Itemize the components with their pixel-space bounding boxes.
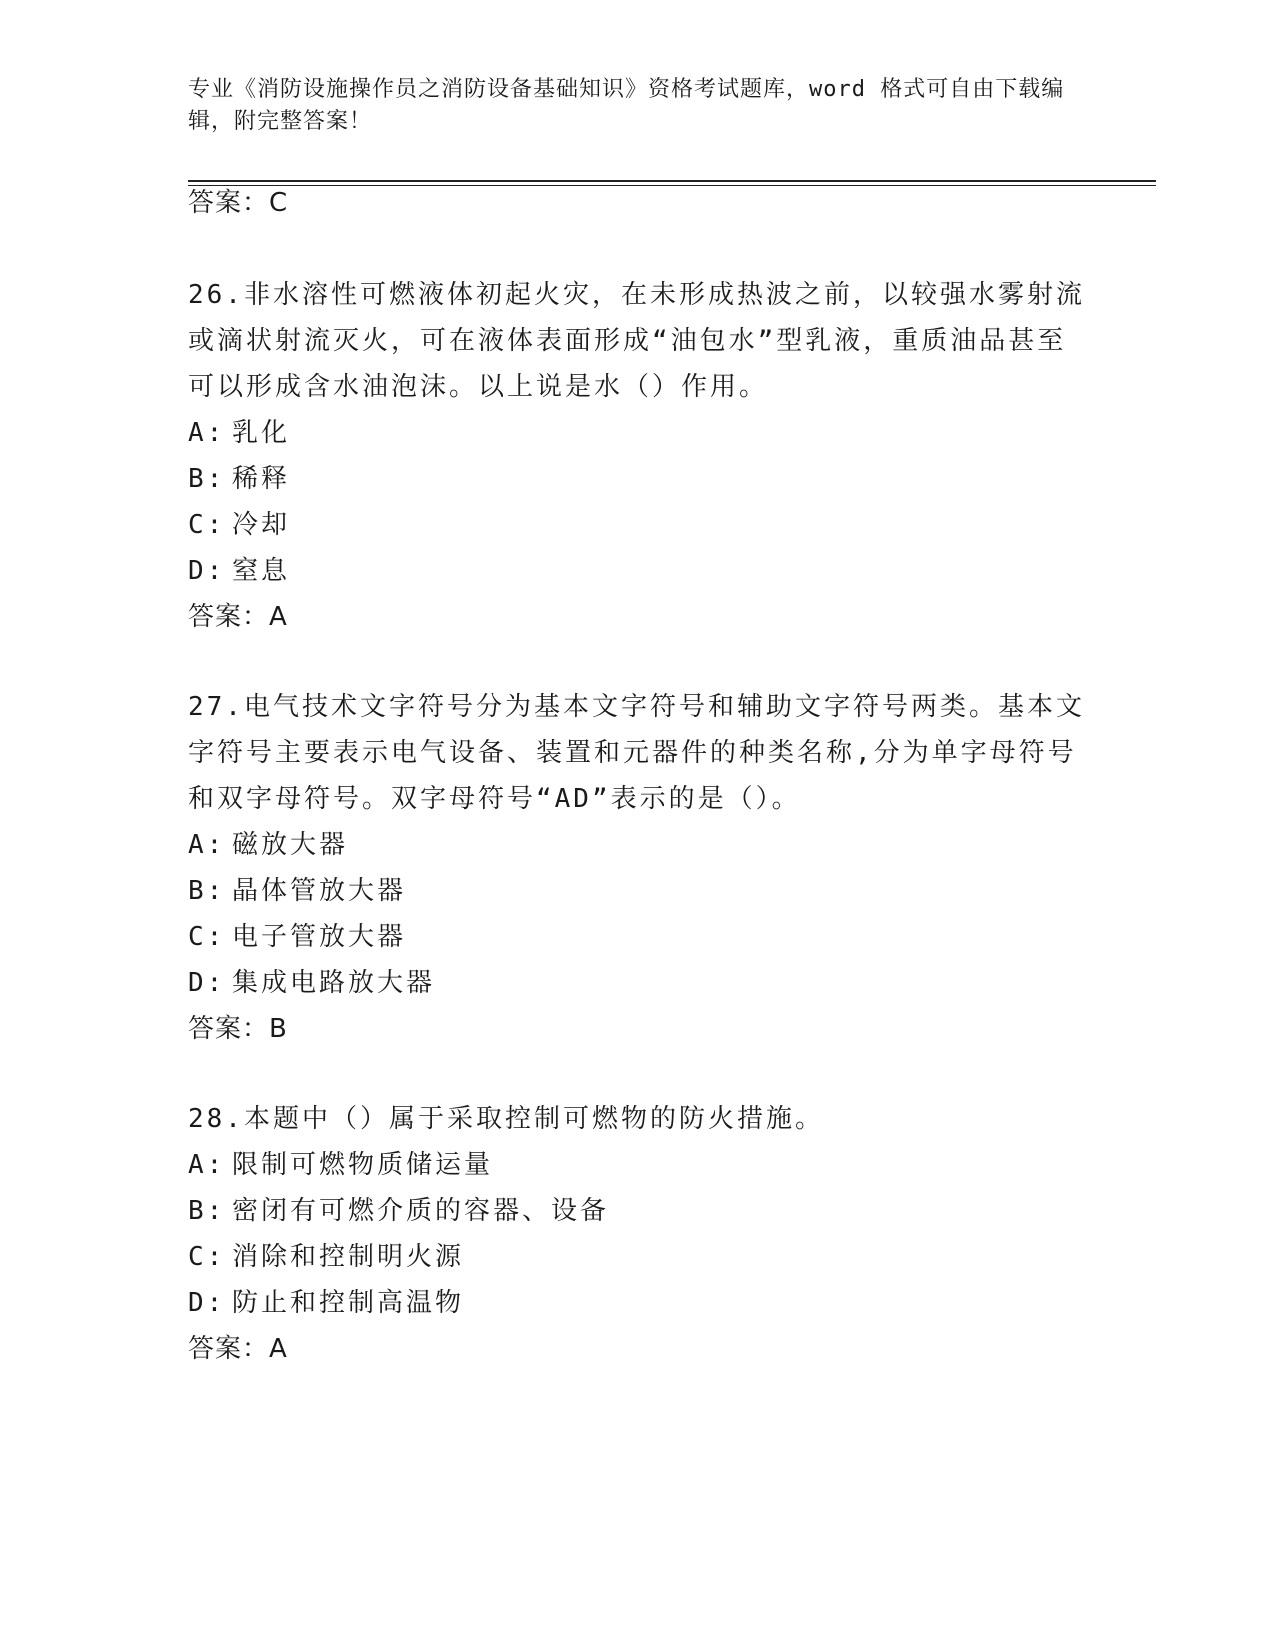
option-c [188,502,1088,548]
document-header: 专业《消防设施操作员之消防设备基础知识》资格考试题库，word 格式可自由下载编辑，附完整答案！ [188,77,1065,134]
option-text: 限制可燃物质储运量 [232,1150,494,1180]
option-text: 乳化 [232,418,291,448]
question-26 [188,272,1088,640]
option-text: 晶体管放大器 [232,876,407,906]
option-text: 冷却 [232,510,291,540]
option-key: C: [188,922,226,952]
option-key: A: [188,1150,226,1180]
option-key: D: [188,556,226,586]
option-text: 消除和控制明火源 [232,1242,465,1272]
option-d [188,548,1088,594]
option-key: B: [188,1196,226,1226]
option-c [188,1234,1088,1280]
question-stem: 27.电气技术文字符号分为基本文字符号和辅助文字符号两类。基本文字符号主要表示电气设备、装置和元器件的种类名称,分为单字母符号和双字母符号。双字母符号“AD”表示的是（）。 [188,692,1085,814]
option-text: 窒息 [232,556,291,586]
option-d [188,960,1088,1006]
option-a [188,1142,1088,1188]
option-c [188,914,1088,960]
previous-answer: 答案：C [188,188,289,218]
option-text: 集成电路放大器 [232,968,436,998]
answer-line: 答案：A [188,602,288,632]
option-key: B: [188,876,226,906]
option-a [188,410,1088,456]
option-a [188,822,1088,868]
option-key: C: [188,510,226,540]
option-key: B: [188,464,226,494]
header-divider-thick [188,180,1156,182]
question-stem: 28.本题中（）属于采取控制可燃物的防火措施。 [188,1104,824,1134]
option-text: 电子管放大器 [232,922,407,952]
question-stem: 26.非水溶性可燃液体初起火灾，在未形成热波之前，以较强水雾射流或滴状射流灭火，可在液体表面形成“油包水”型乳液，重质油品甚至可以形成含水油泡沫。以上说是水（）作用。 [188,280,1085,402]
header-divider-thin [188,185,1156,186]
option-key: D: [188,1288,226,1318]
option-b [188,1188,1088,1234]
option-text: 密闭有可燃介质的容器、设备 [232,1196,610,1226]
option-key: C: [188,1242,226,1272]
option-key: A: [188,418,226,448]
option-text: 稀释 [232,464,291,494]
option-text: 磁放大器 [232,830,349,860]
option-b [188,456,1088,502]
option-d [188,1280,1088,1326]
question-28 [188,1096,1088,1372]
option-key: A: [188,830,226,860]
option-text: 防止和控制高温物 [232,1288,465,1318]
option-b [188,868,1088,914]
question-27 [188,684,1088,1052]
option-key: D: [188,968,226,998]
answer-line: 答案：A [188,1334,288,1364]
answer-line: 答案：B [188,1014,288,1044]
